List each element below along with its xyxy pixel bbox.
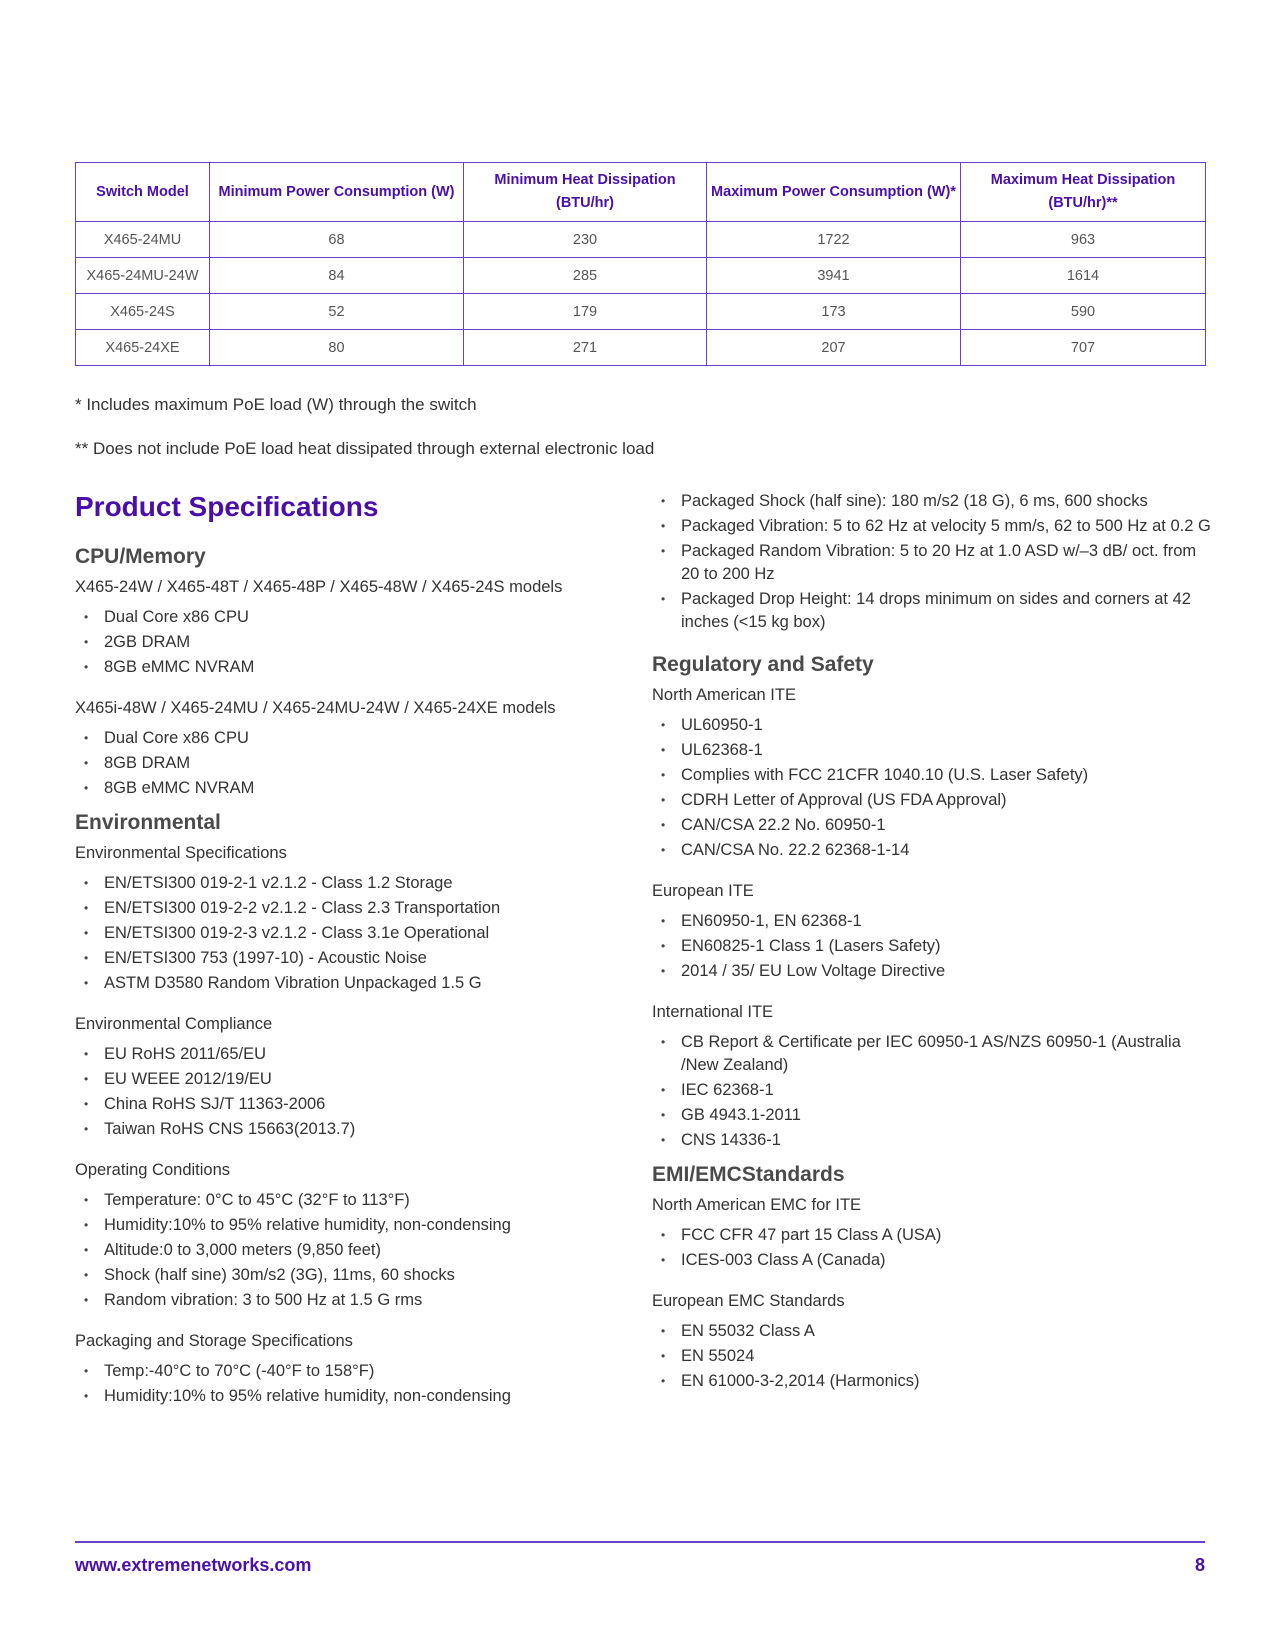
operating-conditions-list [75,1189,635,1312]
list-item: • EU RoHS 2011/65/EU [75,1043,635,1066]
list-item: • Temp:-40°C to 70°C (-40°F to 158°F) [75,1360,635,1383]
table-cell: 1614 [961,258,1206,294]
cpu-group1-label: X465-24W / X465-48T / X465-48P / X465-48W / X465-24S models [75,578,563,596]
env-spec-label: Environmental Specifications [75,844,287,862]
list-item: • Packaged Shock (half sine): 180 m/s2 (18 G), 6 ms, 600 shocks [652,490,1212,513]
page-number: 8 [1194,1555,1205,1575]
list-item: • EN60950-1, EN 62368-1 [652,910,1212,933]
list-item: • CDRH Letter of Approval (US FDA Approval) [652,789,1212,812]
heading-environmental: Environmental [75,811,221,834]
footnote-max-poe: * Includes maximum PoE load (W) through the switch [75,395,477,414]
na-emc-list [652,1224,1212,1272]
list-item: • Taiwan RoHS CNS 15663(2013.7) [75,1118,635,1141]
list-item: • Packaged Vibration: 5 to 62 Hz at velocity 5 mm/s, 62 to 500 Hz at 0.2 G [652,515,1212,538]
list-item: • CB Report & Certificate per IEC 60950-1 AS/NZS 60950-1 (Australia /New Zealand) [652,1031,1212,1077]
list-item: • EN 55032 Class A [652,1320,1212,1343]
list-item: • 8GB DRAM [75,752,635,775]
list-item: • EN/ETSI300 019-2-3 v2.1.2 - Class 3.1e Operational [75,922,635,945]
table-cell: 3941 [707,258,961,294]
header-min-heat: Minimum Heat Dissipation (BTU/hr) [464,163,707,222]
na-emc-label: North American EMC for ITE [652,1196,862,1214]
header-min-power: Minimum Power Consumption (W) [210,163,464,222]
table-cell: 590 [961,294,1206,330]
table-row [76,222,1206,258]
table-cell: 230 [464,222,707,258]
intl-ite-label: International ITE [652,1003,774,1021]
list-item: • FCC CFR 47 part 15 Class A (USA) [652,1224,1212,1247]
section-title: Product Specifications [75,491,379,522]
list-item: • Humidity:10% to 95% relative humidity, non-condensing [75,1385,635,1408]
list-item: • 2GB DRAM [75,631,635,654]
table-cell: X465-24MU-24W [76,258,210,294]
table-cell: 1722 [707,222,961,258]
operating-conditions-label: Operating Conditions [75,1161,231,1179]
footnote-heat: ** Does not include PoE load heat dissipated through external electronic load [75,439,655,458]
list-item: • Humidity:10% to 95% relative humidity, non-condensing [75,1214,635,1237]
packaging-storage-label: Packaging and Storage Specifications [75,1332,353,1350]
table-cell: 963 [961,222,1206,258]
na-ite-list [652,714,1212,862]
table-cell: 285 [464,258,707,294]
header-switch-model: Switch Model [76,163,210,222]
list-item: • EN60825-1 Class 1 (Lasers Safety) [652,935,1212,958]
packaging-storage-list-continued [652,490,1212,634]
table-row [76,330,1206,366]
table-row [76,258,1206,294]
intl-ite-list [652,1031,1212,1152]
table-cell: 68 [210,222,464,258]
list-item: • Random vibration: 3 to 500 Hz at 1.5 G rms [75,1289,635,1312]
table-cell: X465-24XE [76,330,210,366]
list-item: • EN 61000-3-2,2014 (Harmonics) [652,1370,1212,1393]
list-item: • Altitude:0 to 3,000 meters (9,850 feet) [75,1239,635,1262]
left-column [75,490,635,1410]
table-cell: 707 [961,330,1206,366]
env-compliance-label: Environmental Compliance [75,1015,273,1033]
table-cell: 271 [464,330,707,366]
list-item: • Shock (half sine) 30m/s2 (3G), 11ms, 60 shocks [75,1264,635,1287]
eu-ite-label: European ITE [652,882,754,900]
eu-emc-list [652,1320,1212,1393]
env-spec-list [75,872,635,995]
header-max-power: Maximum Power Consumption (W)* [707,163,961,222]
list-item: • 8GB eMMC NVRAM [75,777,635,800]
list-item: • Dual Core x86 CPU [75,606,635,629]
packaging-storage-list [75,1360,635,1408]
list-item: • Temperature: 0°C to 45°C (32°F to 113°F) [75,1189,635,1212]
list-item: • IEC 62368-1 [652,1079,1212,1102]
list-item: • EN 55024 [652,1345,1212,1368]
table-cell: 80 [210,330,464,366]
eu-emc-label: European EMC Standards [652,1292,845,1310]
list-item: • ICES-003 Class A (Canada) [652,1249,1212,1272]
list-item: • Dual Core x86 CPU [75,727,635,750]
table-cell: X465-24MU [76,222,210,258]
eu-ite-list [652,910,1212,983]
cpu-group2-list [75,727,635,800]
list-item: • China RoHS SJ/T 11363-2006 [75,1093,635,1116]
table-cell: 84 [210,258,464,294]
list-item: • CAN/CSA 22.2 No. 60950-1 [652,814,1212,837]
header-max-heat: Maximum Heat Dissipation (BTU/hr)** [961,163,1206,222]
list-item: • EN/ETSI300 019-2-1 v2.1.2 - Class 1.2 Storage [75,872,635,895]
table-cell: 173 [707,294,961,330]
list-item: • Packaged Random Vibration: 5 to 20 Hz at 1.0 ASD w/–3 dB/ oct. from 20 to 200 Hz [652,540,1212,586]
list-item: • Complies with FCC 21CFR 1040.10 (U.S. Laser Safety) [652,764,1212,787]
list-item: • Packaged Drop Height: 14 drops minimum on sides and corners at 42 inches (<15 kg box) [652,588,1212,634]
table-cell: 179 [464,294,707,330]
list-item: • GB 4943.1-2011 [652,1104,1212,1127]
power-consumption-table [75,162,1206,366]
cpu-group1-list [75,606,635,679]
heading-emi-emc: EMI/EMCStandards [652,1163,845,1186]
list-item: • ASTM D3580 Random Vibration Unpackaged 1.5 G [75,972,635,995]
cpu-group2-label: X465i-48W / X465-24MU / X465-24MU-24W / X465-24XE models [75,699,556,717]
na-ite-label: North American ITE [652,686,796,704]
table-row [76,294,1206,330]
table-cell: X465-24S [76,294,210,330]
env-compliance-list [75,1043,635,1141]
heading-cpu-memory: CPU/Memory [75,545,206,568]
list-item: • CNS 14336-1 [652,1129,1212,1152]
right-column [652,490,1212,1395]
list-item: • EU WEEE 2012/19/EU [75,1068,635,1091]
list-item: • CAN/CSA No. 22.2 62368-1-14 [652,839,1212,862]
table-cell: 207 [707,330,961,366]
list-item: • EN/ETSI300 753 (1997-10) - Acoustic Noise [75,947,635,970]
footer-divider [75,1541,1205,1543]
list-item: • UL62368-1 [652,739,1212,762]
table-cell: 52 [210,294,464,330]
list-item: • UL60950-1 [652,714,1212,737]
list-item: • EN/ETSI300 019-2-2 v2.1.2 - Class 2.3 Transportation [75,897,635,920]
list-item: • 2014 / 35/ EU Low Voltage Directive [652,960,1212,983]
list-item: • 8GB eMMC NVRAM [75,656,635,679]
heading-regulatory-safety: Regulatory and Safety [652,653,874,676]
footer-website-link[interactable]: www.extremenetworks.com [75,1555,312,1575]
table-header-row [76,163,1206,222]
